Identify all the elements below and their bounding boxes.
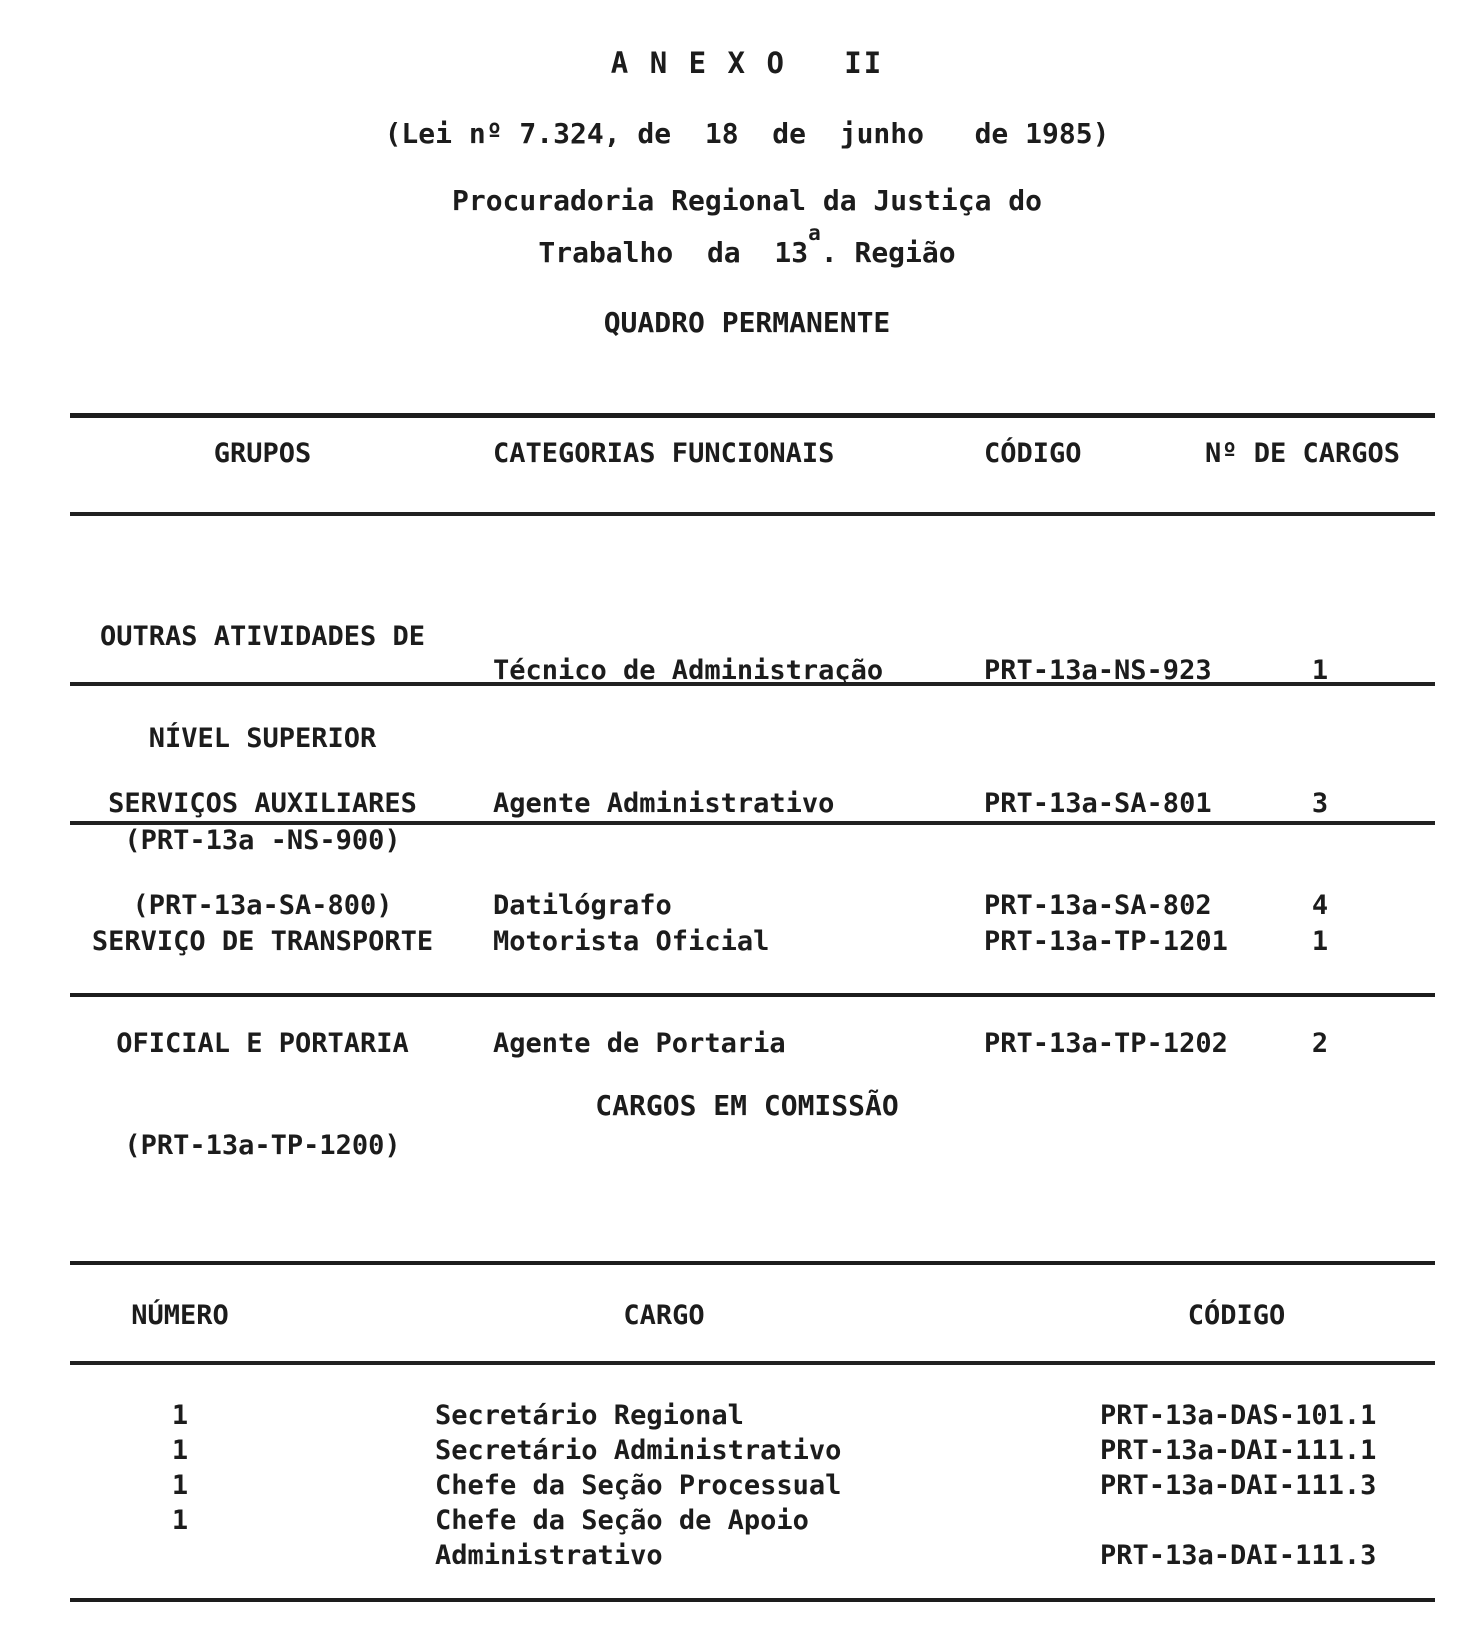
commission-table-header-row [70, 1265, 1435, 1365]
categorias-cell [455, 857, 915, 1231]
cargo-cell: Administrativo [435, 1540, 663, 1571]
categoria-funcional: Agente de Portaria [493, 1028, 786, 1059]
num-cargos-cell [1205, 857, 1435, 1231]
doc-title: A N E X O II [610, 46, 884, 80]
group-name-line: NÍVEL SUPERIOR [148, 723, 377, 754]
categoria-funcional: Agente Administrativo [493, 788, 835, 819]
cargo-cell: Chefe da Seção Processual [435, 1470, 842, 1501]
col-header-cargo: CARGO [623, 1300, 705, 1331]
org-name-line2 [14, 220, 1480, 270]
org-name-line2-pre: Trabalho da 13 [538, 236, 809, 269]
categoria-funcional: Datilógrafo [493, 890, 672, 921]
cargos-count: 4 [1311, 890, 1329, 921]
section-title-cargos-em-comissao: CARGOS EM COMISSÃO [595, 1089, 899, 1122]
numero-cell: 1 [171, 1470, 189, 1501]
section-title-quadro-permanente: QUADRO PERMANENTE [603, 306, 891, 339]
cargo-cell: Secretário Regional [435, 1400, 744, 1431]
codigo-cell [1038, 1503, 1435, 1538]
codigo-cell: PRT-13a-DAS-101.1 [1100, 1400, 1377, 1431]
cargo-cell: Chefe da Seção de Apoio [435, 1505, 809, 1536]
group-name-line: OFICIAL E PORTARIA [116, 1028, 409, 1059]
col-header-categorias: CATEGORIAS FUNCIONAIS [493, 438, 835, 469]
table-row [70, 1398, 1435, 1433]
col-header-codigo: CÓDIGO [984, 438, 1082, 469]
numero-cell: 1 [171, 1505, 189, 1536]
col-header-numero: NÚMERO [131, 1300, 229, 1331]
cargo-codigo: PRT-13a-SA-802 [984, 890, 1212, 921]
table-row [70, 1538, 1435, 1573]
categoria-funcional: Motorista Oficial [493, 926, 770, 957]
cargo-codigo: PRT-13a-SA-801 [984, 788, 1212, 819]
commission-table [70, 1261, 1435, 1602]
codigo-cell: PRT-13a-DAI-111.3 [1100, 1540, 1377, 1571]
cargo-codigo: PRT-13a-TP-1202 [984, 1028, 1228, 1059]
col-header-num-cargos: Nº DE CARGOS [1205, 438, 1401, 469]
table-row [70, 1433, 1435, 1468]
col-header-codigo: CÓDIGO [1187, 1300, 1286, 1331]
cargo-codigo: PRT-13a-NS-923 [984, 655, 1212, 686]
ordinal-superscript: a [808, 220, 821, 245]
org-name-line2-post: . Região [820, 236, 956, 269]
numero-cell: 1 [171, 1400, 189, 1431]
col-header-grupos: GRUPOS [213, 438, 312, 469]
cargos-count: 2 [1311, 1028, 1329, 1059]
table-row [70, 1468, 1435, 1503]
group-name-cell [70, 857, 455, 1231]
group-name-line: OUTRAS ATIVIDADES DE [99, 621, 426, 652]
numero-cell: 1 [171, 1435, 189, 1466]
categoria-funcional: Técnico de Administração [493, 655, 884, 686]
cargo-codigo: PRT-13a-TP-1201 [984, 926, 1228, 957]
codigo-cell: PRT-13a-DAI-111.1 [1100, 1435, 1377, 1466]
codigo-cell: PRT-13a-DAI-111.3 [1100, 1470, 1377, 1501]
cargos-count: 1 [1311, 655, 1329, 686]
law-reference: (Lei nº 7.324, de 18 de junho de 1985) [384, 117, 1110, 150]
permanent-table-header-row [70, 418, 1435, 516]
group-name-line: (PRT-13a -NS-900) [124, 825, 401, 856]
group-name-line: (PRT-13a-TP-1200) [124, 1130, 401, 1161]
table-row [70, 1503, 1435, 1538]
cargos-count: 1 [1311, 926, 1329, 957]
group-name-line: SERVIÇO DE TRANSPORTE [91, 926, 434, 957]
commission-table-body [70, 1365, 1435, 1598]
codigo-cell [915, 857, 1228, 1231]
org-name-line1: Procuradoria Regional da Justiça do [451, 184, 1042, 217]
cargo-cell: Secretário Administrativo [435, 1435, 842, 1466]
group-name-line: SERVIÇOS AUXILIARES [108, 788, 417, 819]
group-name-line: (PRT-13a-SA-800) [132, 890, 393, 921]
numero-cell [70, 1538, 290, 1573]
cargos-count: 3 [1311, 788, 1329, 819]
